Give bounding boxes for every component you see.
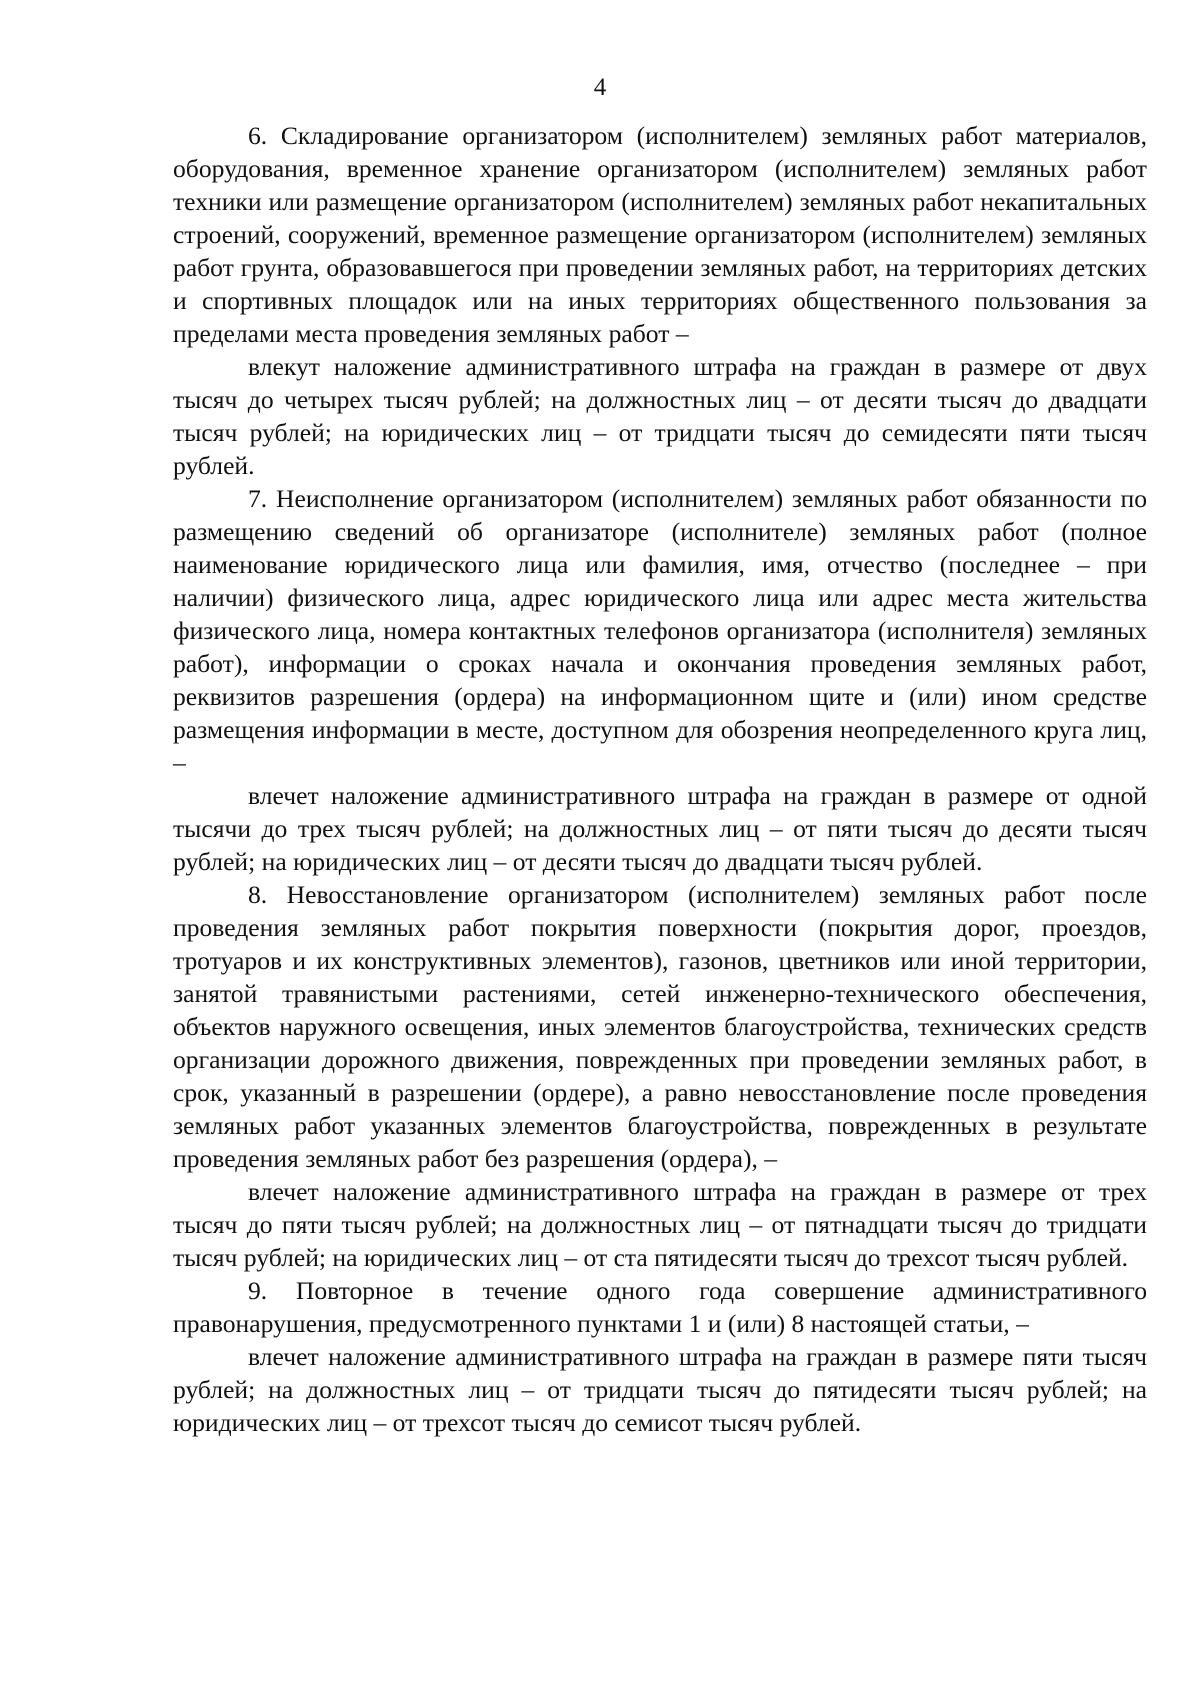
- paragraph-item-8: 8. Невосстановление организатором (исполнителем) земляных работ после проведения земляных работ покрытия поверхности (покрытия дорог, проездов, тротуаров и их конструктивных элементов), газонов, цветников или иной территории, занятой травянистыми растениями, сетей инженерно-технического обеспечения, объектов наружного освещения, иных элементов благоустройства, технических средств организации дорожного движения, поврежденных при проведении земляных работ, в срок, указанный в разрешении (ордере), а равно невосстановление после проведения земляных работ указанных элементов благоустройства, поврежденных в результате проведения земляных работ без разрешения (ордера), –: [173, 880, 1147, 1173]
- paragraph-penalty-8: влечет наложение административного штрафа на граждан в размере от трех тысяч до пяти тысяч рублей; на должностных лиц – от пятнадцати тысяч до тридцати тысяч рублей; на юридических лиц – от ста пятидесяти тысяч до трехсот тысяч рублей.: [173, 1177, 1147, 1272]
- document-body: [173, 119, 1147, 1439]
- paragraph-penalty-9: влечет наложение административного штрафа на граждан в размере пяти тысяч рублей; на должностных лиц – от тридцати тысяч до пятидесяти тысяч рублей; на юридических лиц – от трехсот тысяч до семисот тысяч рублей.: [173, 1342, 1147, 1437]
- paragraph-item-6: 6. Складирование организатором (исполнителем) земляных работ материалов, оборудования, временное хранение организатором (исполнителем) земляных работ техники или размещение организатором (исполнителем) земляных работ некапитальных строений, сооружений, временное размещение организатором (исполнителем) земляных работ грунта, образовавшегося при проведении земляных работ, на территориях детских и спортивных площадок или на иных территориях общественного пользования за пределами места проведения земляных работ –: [173, 121, 1147, 348]
- page-number: 4: [593, 74, 607, 101]
- paragraph-item-7: 7. Неисполнение организатором (исполнителем) земляных работ обязанности по размещению сведений об организаторе (исполнителе) земляных работ (полное наименование юридического лица или фамилия, имя, отчество (последнее – при наличии) физического лица, адрес юридического лица или адрес места жительства физического лица, номера контактных телефонов организатора (исполнителя) земляных работ), информации о сроках начала и окончания проведения земляных работ, реквизитов разрешения (ордера) на информационном щите и (или) ином средстве размещения информации в месте, доступном для обозрения неопределенного круга лиц, –: [173, 484, 1147, 777]
- paragraph-item-9: 9. Повторное в течение одного года совершение административного правонарушения, предусмотренного пунктами 1 и (или) 8 настоящей статьи, –: [173, 1276, 1147, 1338]
- paragraph-penalty-6: влекут наложение административного штрафа на граждан в размере от двух тысяч до четырех тысяч рублей; на должностных лиц – от десяти тысяч до двадцати тысяч рублей; на юридических лиц – от тридцати тысяч до семидесяти пяти тысяч рублей.: [173, 352, 1147, 480]
- paragraph-penalty-7: влечет наложение административного штрафа на граждан в размере от одной тысячи до трех тысяч рублей; на должностных лиц – от пяти тысяч до десяти тысяч рублей; на юридических лиц – от десяти тысяч до двадцати тысяч рублей.: [173, 781, 1147, 876]
